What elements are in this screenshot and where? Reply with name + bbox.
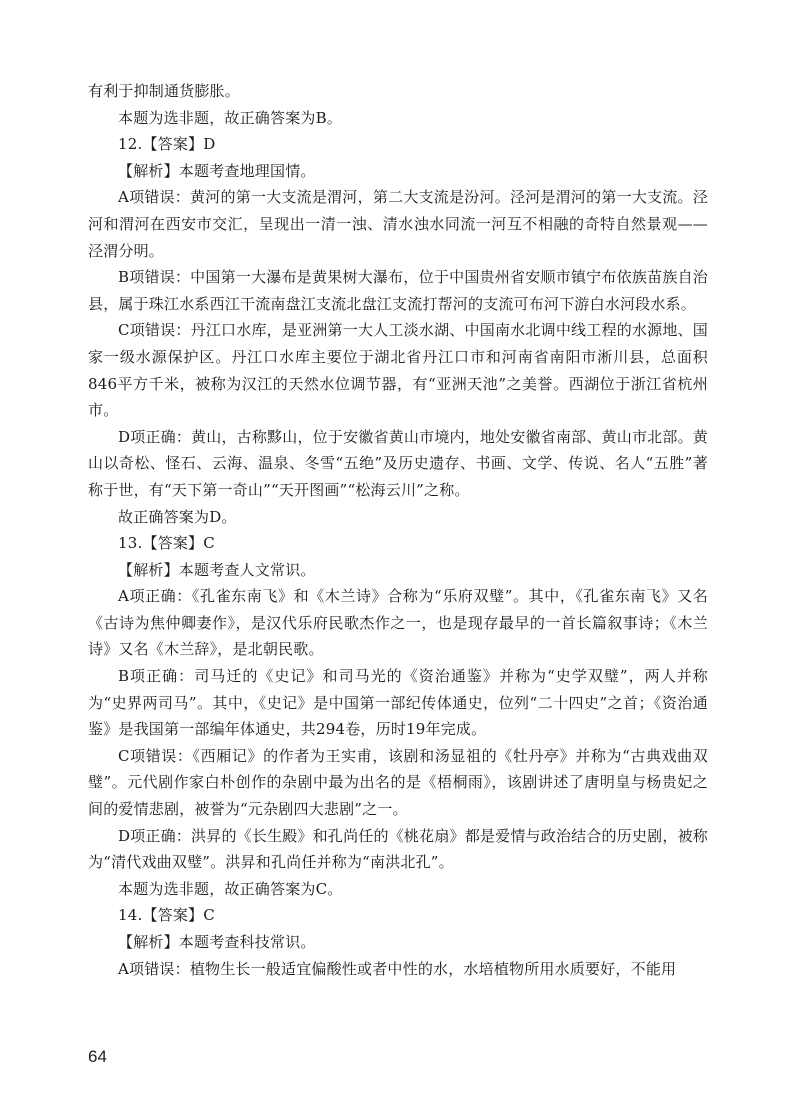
- paragraph: 有利于抑制通货膨胀。: [88, 82, 241, 100]
- analysis-heading: 【解析】本题考查人文常识。: [118, 560, 316, 579]
- analysis-heading: 【解析】本题考查地理国情。: [118, 161, 316, 180]
- paragraph: A项正确：《孔雀东南飞》和《木兰诗》合称为“乐府双璧”。其中，《孔雀东南飞》又名《古诗为焦仲卿妻作》，是汉代乐府民歌杰作之一，也是现存最早的一首长篇叙事诗；《木兰诗》又名《木兰辞》，是北朝民歌。: [88, 587, 708, 659]
- answer-heading: 14.【答案】C: [118, 906, 215, 925]
- answer-heading: 12.【答案】D: [118, 135, 216, 154]
- paragraph: 故正确答案为D。: [118, 507, 237, 526]
- analysis-heading: 【解析】本题考查科技常识。: [118, 933, 316, 951]
- paragraph: A项错误：植物生长一般适宜偏酸性或者中性的水，水培植物所用水质要好，不能用: [118, 959, 677, 978]
- paragraph: D项正确：洪昇的《长生殿》和孔尚任的《桃花扇》都是爱情与政治结合的历史剧，被称为“清代戏曲双璧”。洪昇和孔尚任并称为“南洪北孔”。: [88, 826, 708, 872]
- paragraph: B项错误：中国第一大瀑布是黄果树大瀑布，位于中国贵州省安顺市镇宁布依族苗族自治县，属于珠江水系西江干流南盘江支流北盘江支流打帮河的支流可布河下游白水河段水系。: [88, 268, 708, 313]
- paragraph: A项错误：黄河的第一大支流是渭河，第二大支流是汾河。泾河是渭河的第一大支流。泾河和渭河在西安市交汇，呈现出一清一浊、清水浊水同流一河互不相融的奇特自然景观——泾渭分明。: [88, 188, 708, 260]
- paragraph: C项错误：《西厢记》的作者为王实甫，该剧和汤显祖的《牡丹亭》并称为“古典戏曲双璧”。元代剧作家白朴创作的杂剧中最为出名的是《梧桐雨》，该剧讲述了唐明皇与杨贵妃之间的爱情悲剧，被誉为“元杂剧四大悲剧”之一。: [88, 746, 708, 819]
- answer-heading: 13.【答案】C: [118, 534, 215, 553]
- page-body: [88, 78, 708, 982]
- paragraph: 本题为选非题，故正确答案为C。: [118, 879, 343, 898]
- paragraph: D项正确：黄山，古称黟山，位于安徽省黄山市境内，地处安徽省南部、黄山市北部。黄山以奇松、怪石、云海、温泉、冬雪“五绝”及历史遗存、书画、文学、传说、名人“五胜”著称于世，有“天下第一奇山”“天开图画”“松海云川”之称。: [88, 427, 708, 499]
- paragraph: C项错误：丹江口水库，是亚洲第一大人工淡水湖、中国南水北调中线工程的水源地、国家一级水源保护区。丹江口水库主要位于湖北省丹江口市和河南省南阳市淅川县，总面积846平方千米，被称为汉江的天然水位调节器，有“亚洲天池”之美誉。西湖位于浙江省杭州市。: [88, 321, 708, 420]
- paragraph: 本题为选非题，故正确答案为B。: [118, 108, 343, 127]
- page-number: 64: [88, 1047, 107, 1066]
- paragraph: B项正确：司马迁的《史记》和司马光的《资治通鉴》并称为“史学双璧”，两人并称为“史界两司马”。其中，《史记》是中国第一部纪传体通史，位列“二十四史”之首；《资治通鉴》是我国第一部编年体通史，共294卷，历时19年完成。: [88, 667, 708, 739]
